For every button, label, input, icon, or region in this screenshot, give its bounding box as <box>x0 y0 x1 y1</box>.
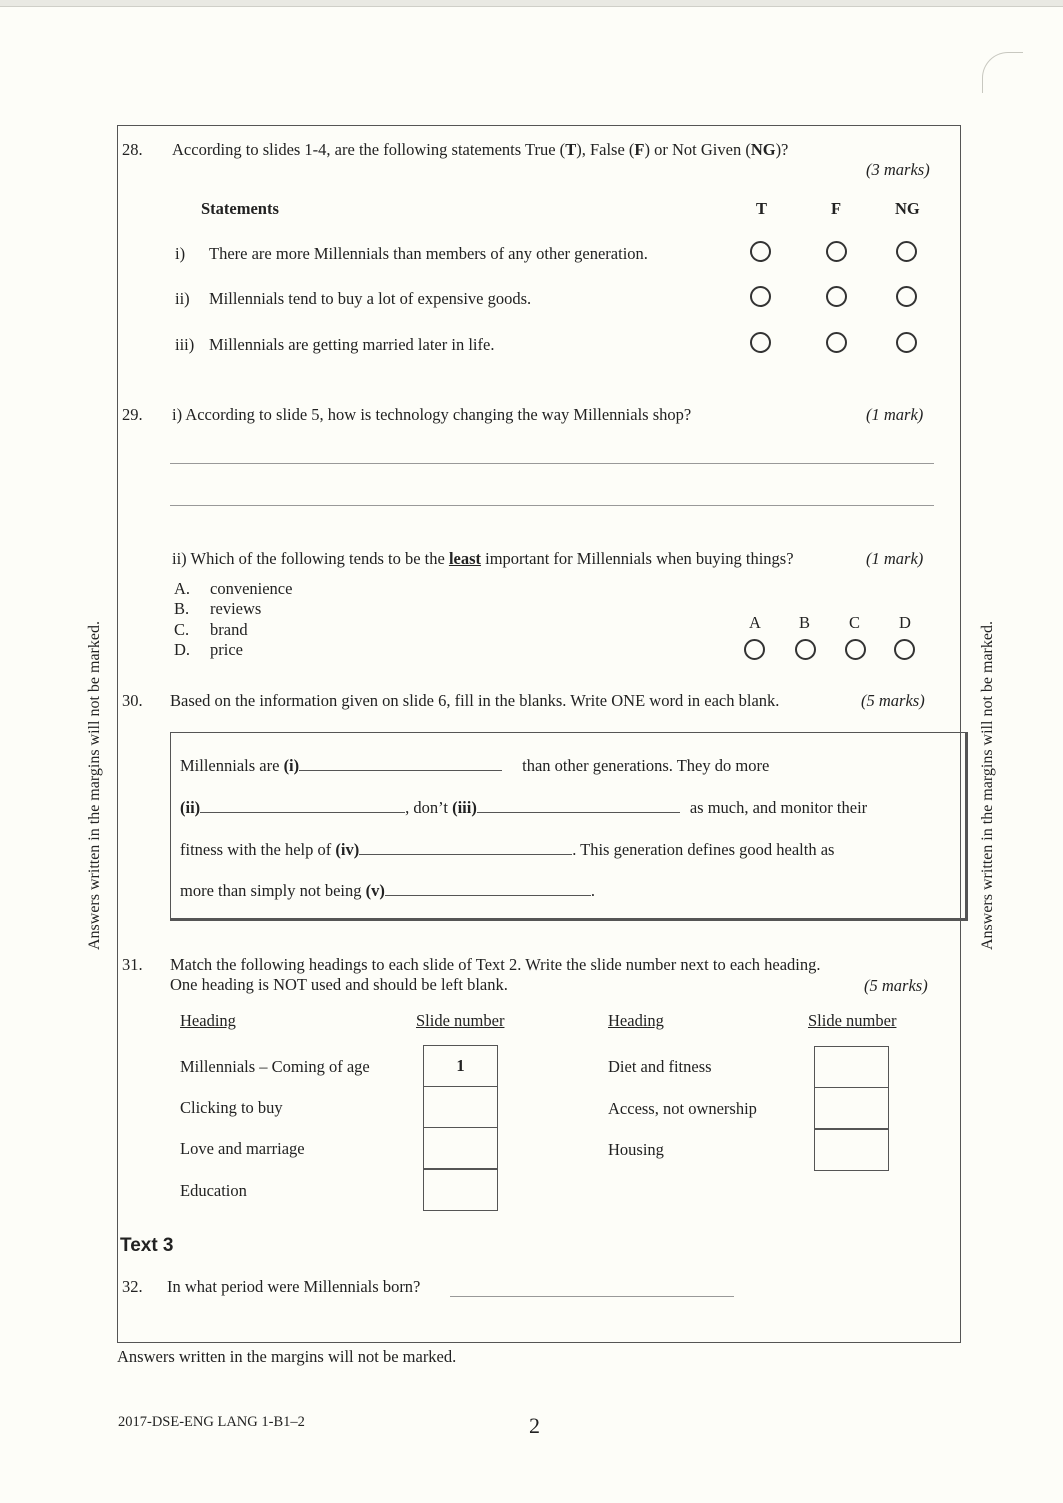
heading-access-not-ownership: Access, not ownership <box>608 1099 757 1118</box>
left-margin-note: Answers written in the margins will not be marked. <box>86 621 103 950</box>
slide-col-right: Slide number <box>808 1011 897 1030</box>
blank-ii[interactable] <box>200 798 405 813</box>
text3-title: Text 3 <box>120 1235 174 1256</box>
q31-marks: (5 marks) <box>864 976 928 995</box>
answer-letter-d: D <box>899 613 911 632</box>
answer-circle-ii-t[interactable] <box>750 286 771 307</box>
q29-part-ii: ii) Which of the following tends to be the least important for Millennials when buying things? <box>172 549 794 568</box>
fill-line-3: fitness with the help of (iv) . This generation defines good health as <box>180 840 835 859</box>
statement-ii-roman: ii) <box>175 289 190 308</box>
answer-letter-c: C <box>849 613 861 632</box>
answer-circle-ii-ng[interactable] <box>896 286 917 307</box>
answer-circle-iii-t[interactable] <box>750 332 771 353</box>
answer-circle-b[interactable] <box>795 639 816 660</box>
q29-part-i: i) According to slide 5, how is technology changing the way Millennials shop? <box>172 405 692 424</box>
option-d-letter: D. <box>174 640 191 659</box>
slide-box-access-not-ownership[interactable] <box>814 1087 889 1129</box>
option-c-text: brand <box>210 620 248 639</box>
col-t-header: T <box>756 199 768 218</box>
slide-box-love-and-marriage[interactable] <box>423 1127 498 1169</box>
heading-love-and-marriage: Love and marriage <box>180 1139 305 1158</box>
fill-line-1: Millennials are (i) than other generations. They do more <box>180 756 770 775</box>
option-a-letter: A. <box>174 579 191 598</box>
q28-marks: (3 marks) <box>866 160 930 179</box>
option-c-letter: C. <box>174 620 190 639</box>
statement-iii-roman: iii) <box>175 335 195 354</box>
answer-circle-c[interactable] <box>845 639 866 660</box>
page-number: 2 <box>529 1413 540 1438</box>
slide-box-housing[interactable] <box>814 1129 889 1171</box>
option-b-letter: B. <box>174 599 190 618</box>
answer-circle-i-t[interactable] <box>750 241 771 262</box>
heading-education: Education <box>180 1181 247 1200</box>
answer-letter-b: B <box>799 613 811 632</box>
blank-v[interactable] <box>385 881 591 896</box>
answer-circle-d[interactable] <box>894 639 915 660</box>
paper-code: 2017-DSE-ENG LANG 1-B1–2 <box>118 1414 305 1430</box>
q28-question: According to slides 1-4, are the following statements True (T), False (F) or Not Given (NG)? <box>172 140 789 159</box>
q30-number: 30. <box>122 691 143 710</box>
option-b-text: reviews <box>210 599 262 618</box>
footer-note: Answers written in the margins will not be marked. <box>117 1347 457 1366</box>
q32-number: 32. <box>122 1277 143 1296</box>
heading-diet-and-fitness: Diet and fitness <box>608 1057 712 1076</box>
q31-question-line1: Match the following headings to each slide of Text 2. Write the slide number next to each heading. <box>170 955 821 974</box>
q31-question-line2: One heading is NOT used and should be left blank. <box>170 975 508 994</box>
right-margin-note: Answers written in the margins will not be marked. <box>979 621 996 950</box>
statement-i-text: There are more Millennials than members of any other generation. <box>209 244 648 263</box>
least-emphasis: least <box>448 549 482 568</box>
statement-iii-text: Millennials are getting married later in life. <box>209 335 495 354</box>
col-f-header: F <box>831 199 842 218</box>
answer-circle-ii-f[interactable] <box>826 286 847 307</box>
slide-box-clicking-to-buy[interactable] <box>423 1086 498 1128</box>
answer-circle-a[interactable] <box>744 639 765 660</box>
fill-line-4: more than simply not being (v) . <box>180 881 595 900</box>
answer-circle-iii-ng[interactable] <box>896 332 917 353</box>
blank-i[interactable] <box>299 756 502 771</box>
slide-box-diet-and-fitness[interactable] <box>814 1046 889 1088</box>
answer-circle-i-f[interactable] <box>826 241 847 262</box>
q32-question: In what period were Millennials born? <box>167 1277 421 1296</box>
fill-line-2: (ii) , don’t (iii) as much, and monitor their <box>180 798 868 817</box>
blank-iv[interactable] <box>359 840 572 855</box>
page-corner-mark <box>982 52 1023 93</box>
answer-line-2[interactable] <box>170 505 934 506</box>
slide-box-education[interactable] <box>423 1169 498 1211</box>
option-d-text: price <box>210 640 243 659</box>
answer-circle-iii-f[interactable] <box>826 332 847 353</box>
slide-box-coming-of-age[interactable]: 1 <box>423 1045 498 1087</box>
scan-edge <box>0 0 1063 7</box>
q30-question: Based on the information given on slide 6, fill in the blanks. Write ONE word in each blank. <box>170 691 780 710</box>
slide-col-left: Slide number <box>416 1011 505 1030</box>
q29-number: 29. <box>122 405 143 424</box>
q31-number: 31. <box>122 955 143 974</box>
answer-letter-a: A <box>749 613 761 632</box>
q28-number: 28. <box>122 140 143 159</box>
statement-ii-text: Millennials tend to buy a lot of expensive goods. <box>209 289 532 308</box>
blank-iii[interactable] <box>477 798 680 813</box>
heading-coming-of-age: Millennials – Coming of age <box>180 1057 370 1076</box>
statement-i-roman: i) <box>175 244 186 263</box>
q30-marks: (5 marks) <box>861 691 925 710</box>
q29-part-i-marks: (1 mark) <box>866 405 924 424</box>
heading-col-right: Heading <box>608 1011 664 1030</box>
col-ng-header: NG <box>895 199 920 218</box>
heading-clicking-to-buy: Clicking to buy <box>180 1098 283 1117</box>
statements-header: Statements <box>201 199 279 218</box>
heading-col-left: Heading <box>180 1011 236 1030</box>
option-a-text: convenience <box>210 579 293 598</box>
q32-answer-line[interactable] <box>450 1296 734 1297</box>
heading-housing: Housing <box>608 1140 664 1159</box>
answer-circle-i-ng[interactable] <box>896 241 917 262</box>
q29-part-ii-marks: (1 mark) <box>866 549 924 568</box>
answer-line-1[interactable] <box>170 463 934 464</box>
